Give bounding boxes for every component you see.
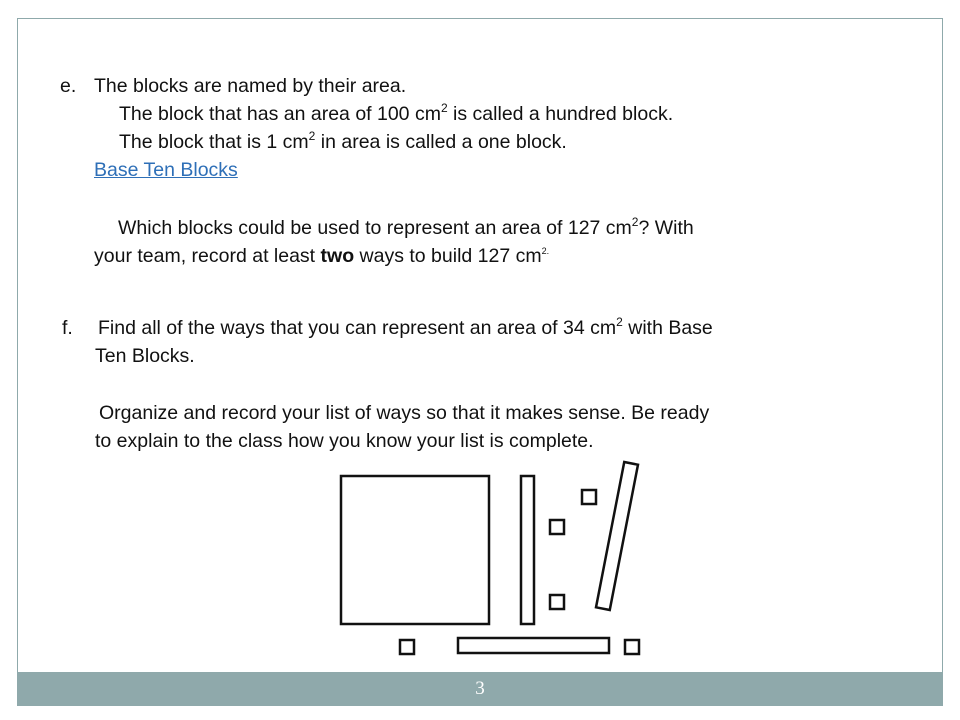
superscript: 2 bbox=[440, 100, 448, 115]
section-e-line-3 bbox=[119, 130, 567, 154]
superscript: 2. bbox=[541, 245, 550, 256]
question-127-line-2 bbox=[94, 244, 549, 268]
question-127-text-2: your team, record at least bbox=[94, 245, 321, 267]
question-127-line-1 bbox=[118, 216, 694, 240]
section-e-marker: e. bbox=[60, 75, 77, 97]
section-e-line-2-text: The block that has an area of 100 cm bbox=[119, 103, 441, 125]
section-e-line-3-text: The block that is 1 cm bbox=[119, 131, 309, 153]
section-f-line-4: to explain to the class how you know your list is complete. bbox=[95, 430, 594, 452]
emphasis-two: two bbox=[320, 245, 355, 267]
question-127-text: Which blocks could be used to represent an area of 127 cm bbox=[118, 217, 632, 239]
section-f-line-1 bbox=[98, 316, 713, 340]
ten-block-vertical bbox=[521, 476, 534, 624]
section-f-line-1-tail: with Base bbox=[622, 317, 713, 339]
one-block bbox=[625, 640, 639, 654]
one-block bbox=[400, 640, 414, 654]
section-f-line-2: Ten Blocks. bbox=[95, 345, 195, 367]
section-e-line-3-tail: in area is called a one block. bbox=[315, 131, 567, 153]
section-f-line-1-text: Find all of the ways that you can represent an area of 34 cm bbox=[98, 317, 617, 339]
section-f-marker: f. bbox=[62, 317, 73, 339]
section-e-line-2 bbox=[119, 102, 673, 126]
hundred-block bbox=[341, 476, 489, 624]
one-block bbox=[550, 595, 564, 609]
ten-block-tilted bbox=[596, 462, 638, 610]
section-e-line-1: The blocks are named by their area. bbox=[94, 75, 407, 97]
one-block bbox=[582, 490, 596, 504]
question-127-tail: ? With bbox=[638, 217, 694, 239]
ten-block-horizontal bbox=[458, 638, 609, 653]
superscript: 2 bbox=[308, 128, 316, 143]
section-f-line-3: Organize and record your list of ways so that it makes sense. Be ready bbox=[99, 402, 710, 424]
one-block bbox=[550, 520, 564, 534]
section-e-line-2-tail: is called a hundred block. bbox=[447, 103, 674, 125]
base-ten-blocks-link[interactable]: Base Ten Blocks bbox=[94, 159, 238, 181]
superscript: 2 bbox=[616, 314, 623, 329]
question-127-tail-2: ways to build 127 cm bbox=[354, 245, 542, 267]
base-ten-blocks-figure bbox=[336, 456, 646, 662]
page-number: 3 bbox=[475, 678, 485, 699]
footer-bar bbox=[17, 672, 943, 706]
superscript: 2 bbox=[631, 214, 639, 229]
